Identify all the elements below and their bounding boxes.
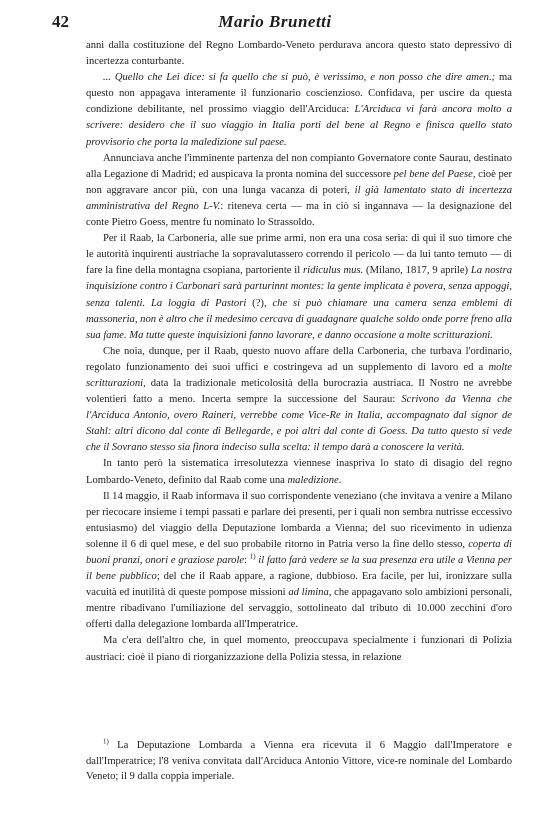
footnote-paragraph [86, 738, 512, 785]
paragraph [86, 38, 512, 70]
text-run: (Milano, 1817, 9 aprile) [363, 265, 471, 277]
text-run: anni dalla costituzione del Regno Lombardo-Veneto perdurava ancora questo stato depressivo di incertezza conturbante. [86, 40, 512, 68]
text-run: ; del che il Raab appare, a ragione, dubbioso. Era facile, per lui, ironizzare sulla vacuità ed inutilità di queste pompose missioni [86, 571, 512, 599]
italic-run: Scrivono da Vienna che l'Arciduca Antonio, overo Raineri, verrebbe come Vice-Re in Italia, accompagnato dal signor de Stahl: altri dicono dal conte di Bellegarde, e poi altri dal conte di Goess. Da tutto questo si vede che il Sovrano stesso sia finora indeciso sulla scelta: il tempo darà a conoscere la verità. [86, 394, 512, 454]
italic-run: coperta di buoni pranzi, onori e graziose parole [86, 538, 512, 566]
paragraph [86, 231, 512, 344]
italic-run: che si può chiamare una camera senza emblemi di massoneria, non è altro che il medesimo cercava di guadagnare qualche soldo onde porre freno alla sua fame. Ma tutte queste inquisizioni fanno lavorare, e danno occasione a molte scritturazioni. [86, 297, 513, 341]
paragraph [86, 633, 512, 665]
italic-run: maledizione [287, 474, 339, 486]
text-run: , cioè per non aggravare ancor più, con una lunga vacanza di poteri, [86, 168, 512, 196]
body-text [86, 38, 512, 666]
italic-run: ad limina [288, 587, 329, 599]
text-run: Per il Raab, la Carboneria, alle sue prime armi, non era una cosa seria: di qui il suo timore che le autorità inquirenti austriache la sopravalutassero correndo il pericolo — da lui tanto temuto — di fare la fine della montagna csopiana, partoriente il [86, 233, 512, 277]
italic-run: La nostra inquisizione contro i Carbonari sarà parturinnt montes: la gente implicata è povera, senza appoggi, senza talenti. La loggia di Pastori [86, 265, 512, 309]
paragraph [86, 151, 512, 231]
footnote-marker: 1) [102, 737, 109, 746]
footnote [86, 738, 512, 785]
italic-run: il fatto farà vedere se la sua presenza era utile a Vienna per il bene pubblico [86, 555, 512, 583]
paragraph [86, 489, 512, 634]
paragraph [86, 70, 512, 150]
text-run: Ma c'era dell'altro che, in quel momento, preoccupava specialmente i funzionari di Polizia austriaci: cioè il piano di riorganizzazione della Polizia stessa, in relazione [86, 635, 512, 663]
footnote-reference: 1) [249, 552, 256, 561]
text-run: Il 14 maggio, il Raab informava il suo corrispondente veneziano (che invitava a venire a Milano per riecocare insieme i tempi passati e parlare dei presenti, per i quali non sembra nutrisse eccessivo entusiasmo) del viaggio della Deputazione lombarda a Vienna; del suo ricevimento in udienza solenne il 6 di quel mese, e del suo probabile ritorno in Patria verso la fine dello stesso, [86, 490, 512, 550]
italic-run: L'Arciduca vi farà ancora molto a scrivere: desidero che il suo viaggio in Italia porti del bene al Regno e finisca quello stato provvisorio che porta la maledizione sul paese. [86, 104, 512, 148]
italic-run: pel bene del Paese [393, 168, 473, 180]
paragraph [86, 456, 512, 488]
text-run: (?), [246, 297, 273, 309]
running-head [52, 12, 498, 34]
text-run: , che appagavano solo ambizioni personali, mentre ribadivano l'umiliazione del servaggio, sottolineato dal tributo di 10.000 zecchini d'oro offerti dalla delegazione lombarda all'Imperatrice. [86, 587, 513, 631]
italic-run: ... Quello che Lei dice: si fa quello che si può, è verissimo, e non posso che dire amen.; [102, 72, 496, 84]
running-title: Mario Brunetti [218, 12, 332, 31]
page-number: 42 [52, 12, 69, 31]
text-run: In tanto però la sistematica irresolutezza viennese inaspriva lo stato di disagio del regno Lombardo-Veneto, definito dal Raab come una [86, 458, 512, 486]
text-run: : [244, 555, 250, 566]
text-run: ma questo non appagava interamente il funzionario coscienzioso. Confidava, per uscire da questa condizione debilitante, nel prossimo viaggio dell'Arciduca: [86, 72, 512, 116]
text-run: Che noia, dunque, per il Raab, questo nuovo affare della Carboneria, che turbava l'ordinario, regolato funzionamento dei suoi uffici e costringeva ad un supplemento di lavoro ed a [86, 345, 512, 373]
paragraph [86, 344, 512, 457]
italic-run: ridiculus mus. [303, 265, 364, 277]
text-run: : riteneva certa — ma in ciò si ingannava — la designazione del conte Pietro Goess, mentre fu nominato lo Strassoldo. [86, 200, 513, 229]
text-run: . [338, 474, 342, 486]
footnote-text: La Deputazione Lombarda a Vienna era ricevuta il 6 Maggio dall'Imperatore e dall'Imperatrice; l'8 veniva convitata dall'Arciduca Antonio Vittore, vice-re nominale del Lombardo Veneto; il 9 dalla coppia imperiale. [86, 740, 512, 782]
text-run: Annunciava anche l'imminente partenza del non compianto Governatore conte Saurau, destinato alla Legazione di Madrid; ed auspicava la pronta nomina del successore [86, 152, 512, 180]
italic-run: molte scritturazioni [86, 361, 512, 389]
italic-run: il già lamentato stato di incertezza amministrativa del Regno L-V. [86, 184, 512, 212]
text-run: , data la tradizionale meticolosità della burocrazia austriaca. Il Nostro ne avrebbe volentieri fatto a meno. Incerta sempre la successione del Saurau: [86, 377, 512, 406]
